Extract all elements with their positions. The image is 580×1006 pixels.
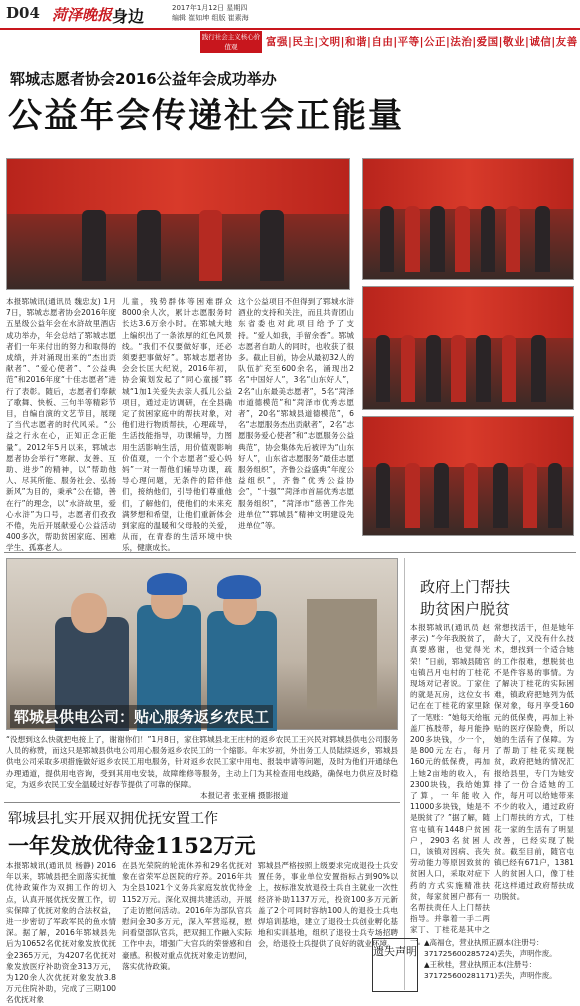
section-divider: [4, 552, 576, 553]
paper-name: 菏泽晚报: [52, 6, 113, 24]
slogan-box: 践行社会主义核心价值观: [201, 33, 261, 51]
section-title: 身边: [112, 7, 145, 26]
core-values: 富强|民主|文明|和谐|自由|平等|公正|法治|爱国|敬业|诚信|友善: [266, 36, 578, 48]
gov-title-line2: 助贫困户脱贫: [420, 600, 511, 618]
gov-column-1: 本报郓城讯(通讯员 赵孝云) “今年我脱贫了，真要感谢，也觉得光荣！”日前，郓城县随官屯镇吕月屯村的丁桂花现场对记者说。丁家住的就是瓦房，这位女书记在在丁桂花的家里除了一笔账：“她每天给瓶盖厂拣肢带，每月能挣200多块钱，少一个，是800元左右，每月160元的低保费，再加上她2亩地的收入，有2300块钱，我给她算了算，一年能收入11000多块钱，她是不是脱贫了？”据了解，随官屯镇有1448户贫困户，2903名贫困人口，该镇对因病、丧失劳动能力等原因致贫的贫困人口，采取对症下药的方式实施精准扶贫，每家贫困户都有一名帮扶责任人上门帮扶指导。并靠着一手二两家丁、丁桂花是其中之一。: [410, 623, 490, 946]
lead-headline: 公益年会传递社会正能量: [8, 96, 404, 136]
award-photo-3: [362, 416, 574, 536]
power-caption-text: “没想到这么快就把电接上了，谢谢你们！”1月8日，家住郓城县北王庄村的返乡农民工王兴民对郓城县供电公司服务人员的称赞，而这只是郓城县供电公司用心服务返乡农民工的一个缩影。年末岁初，外出务工人员陆续返乡，郓城县供电公司采取多项措施做好返乡农民工用电服务，针对返乡农民工家中用电、报装申请等问题，及时为他们开通绿色办理通道，提供用电咨询，受到其用电安装，故障维修等服务，主动上门为其检查用电线路，确保电力供应及时稳定，为返乡农民工安全温暖过好春节提供了可靠的保障。: [6, 735, 398, 789]
lower-divider: [4, 802, 400, 803]
pay-kicker: 郓城县扎实开展双拥优抚安置工作: [8, 811, 218, 827]
award-photo-2: [362, 286, 574, 410]
award-photo-1: [362, 158, 574, 280]
pay-column-1: 本报郓城讯(通讯员 杨静) 2016年以来，郓城县把全面落实抚恤优待政策作为双拥工作的切入点，认真开展优抚安置工作，切实保障了优抚对象的合法权益，进一步密切了军政军民的鱼水情深。据了解，2016年郓城县先后为10652名优抚对象发放优抚金2365万元，为4207名优抚对象发放医疗补助资金313万元，为120余人次优抚对象发放3.8万元住院补助，完成了三期100名优抚对象: [6, 861, 116, 1005]
notice-line-1: ▲高福仓，营业执照正副本(注册号：371725600285724)丢失，声明作废。: [424, 938, 557, 958]
lost-notice-text: [424, 937, 574, 981]
pay-headline: 一年发放优待金1152万元: [8, 833, 256, 858]
power-byline: 本报记者 张亚楠 摄影报道: [200, 791, 289, 800]
power-photo-caption: 郓城县供电公司：贴心服务返乡农民工: [10, 705, 273, 728]
lead-column-1: 本报郓城讯(通讯员 魏忠友) 1月7日，郓城志愿者协会2016年度五星级公益年会在水浒故里酒店成功举办，年会总结了郓城志愿者们一年来付出的努力和取得的成绩，并对涌现出来的“杰出贡献者”、“爱心使者”、“公益典范”和2016年度“十佳志愿者”进行了表彰。随后，志愿者们奉献了歌舞、快板、三句半等精彩节目，自编自演的文艺节目，展现了当代志愿者的时代风采。“公益之行永在心，正知正念正能量”。2012年5月以来，郓城志愿者协会举行“寒献、友善、互助、进步”的精神，以“帮助他人、尽其所能、服务社会、弘扬新风”为目的，秉承“公在德，善在行”的理念，以“水浒故里，爱心水浒”为口号，志愿者们孜孜不倦，先后开展献爱心公益活动400多次，帮助贫困家庭、困难学生、孤寡老人。: [6, 297, 116, 553]
gov-title-line1: 政府上门帮扶: [420, 578, 511, 596]
lead-column-3: 这个公益项目不但得到了郓城水浒酒业的支持和关注，而且共青团山东省委也对此项目给予了支持。“爱人如我，手留余香”。郓城志愿者自助人的同时，也收获了很多。截止目前，协会从最初32人的队伍扩充至600余名，涌现出2名“中国好人”，3名“山东好人”，2名“山东最美志愿者”，5名“菏泽市道德模范”和“菏泽市优秀志愿者”，20名“郓城县道德模范”，6名“志愿服务杰出贡献者”，2名“志愿服务爱心使者”和“志愿服务公益典范”，协会集体先后被评为“山东好人”，山东省志愿服务“最佳志愿服务组织”，齐鲁公益盛典“年度公益组织”，齐鲁“优秀公益协会”，“十强”“菏泽市首届优秀志愿服务组织”，“菏泽市“慈善工作先进单位”“郓城县“精神文明建设先进单位”等。: [238, 297, 354, 531]
issue-editor: 编辑 崔如坤 组版 崔素海: [172, 14, 249, 22]
notice-line-2: ▲王秋桂，营业执照正本(注册号：371725600281171)丢失，声明作废。: [424, 960, 557, 980]
issue-date: 2017年1月12日 星期四: [172, 4, 248, 12]
lead-kicker: 郓城志愿者协会2016公益年会成功举办: [10, 70, 277, 88]
gov-column-2: 常想找活干，但是她年龄大了，又没有什么技术，想找到一个适合她的工作很难，想脱贫也不是件容易的事情。为了解决丁桂花的实际困难，镇政府把她列为低保对象，每月享受160元的低保费，再加上补贴的医疗保险费，所以她的生活有了保障。为了帮助丁桂花实现脱贫，政府把她的情况汇报给县里，专门为她安排了一份合适她的工作，每月可以给她带来不少的收入，通过政府上门帮扶的方式，丁桂花一家的生活有了明显改善，已经实现了脱贫。截至目前，随官屯镇已经有671户，1381人的贫困人口，像丁桂花这样通过政府帮扶成功脱贫。: [494, 623, 574, 901]
pay-column-2: 在县光荣院的轮流休养和29名优抚对象在省荣军总医院的疗养。2016年共为全县1021个义务兵家庭发放优待金1152万元。深化双拥共建活动，开展了走访慰问活动。2016年为部队官兵慰问金30多万元，深入军营巡视，慰问看望部队官兵，把双拥工作融入实际工作中去，增强广大官兵的荣誉感和自豪感。积极对重点优抚对象走访慰问，落实优待政策。: [122, 861, 252, 971]
lead-photo: [6, 158, 350, 290]
pay-column-3: 郓城县严格按照上级要求完成退役士兵安置任务，事业单位安置指标占到90%以上，按标准发放退役士兵自主就业一次性经济补助1137万元，投资100多万元新盖了2个可同时容纳100人的退役士兵电焊培训基地，建立了退役士兵创业孵化基地和实训基地，组织了退役士兵专场招聘会，给退役士兵提供了良好的就业环境。: [258, 861, 398, 949]
column-divider: [404, 558, 405, 990]
page-number: D04: [6, 4, 40, 22]
lost-notice-label: 遗失声明: [372, 938, 418, 992]
issue-meta: [172, 3, 249, 23]
lead-column-2: 儿童，残势群体等困难群众8000余人次，累计志愿服务时长达3.6万余小时。在郓城大地上编织出了一条浓厚的红色风景线。“我们不仅要做好事，还必须要把事做好”。郓城志愿者协会会长匡大纪说，2016年初，协会策划发起了“同心童援”郓城“1加1关爱失去亲人孤儿公益项目，通过走访调研，在全县确定了贫困家庭中的帮扶对象，对他们进行物质帮扶，心理疏导，生活技能指导，功课辅导，力图用生活影响生活，用价值观影响价值观，一个个志愿者“爱心妈妈”一对一帮他们辅导功课，疏导心理问题，无条件的陪伴他们，接纳他们，引导他们尊重他们，了解他们，使他们的未来充满梦想和希望，让他们重新体会到家庭的温暖和父母般的关爱，从而，在青春的生活环境中快乐，健康成长。: [122, 297, 232, 553]
